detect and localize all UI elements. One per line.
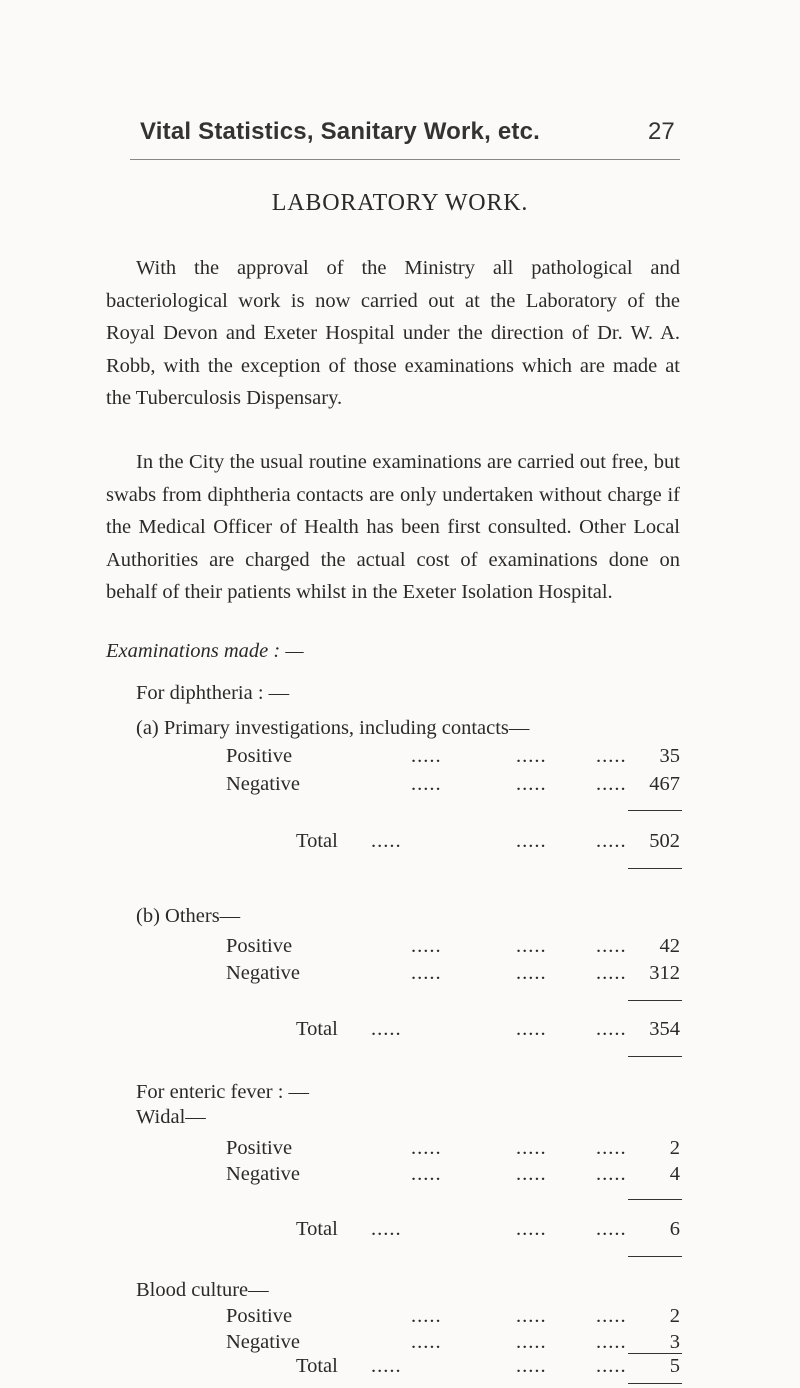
leader-dots: ..... [516, 1137, 547, 1159]
examinations-heading: Examinations made : — [106, 640, 304, 662]
leader-dots: ..... [516, 962, 547, 984]
leader-dots: ..... [596, 962, 627, 984]
leader-dots: ..... [516, 1018, 547, 1040]
others-total-label: Total [296, 1018, 338, 1040]
paragraph-2 [106, 446, 680, 609]
leader-dots: ..... [596, 1137, 627, 1159]
sum-rule [628, 1199, 682, 1200]
leader-dots: ..... [411, 773, 442, 795]
sum-rule [628, 1353, 682, 1354]
leader-dots: ..... [371, 830, 402, 852]
leader-dots: ..... [516, 1218, 547, 1240]
blood-culture-negative-value: 3 [669, 1331, 680, 1353]
others-positive-value: 42 [659, 935, 680, 957]
others-negative-value: 312 [649, 962, 680, 984]
leader-dots: ..... [596, 1163, 627, 1185]
total-rule [628, 1256, 682, 1257]
blood-culture-total-value: 5 [669, 1355, 680, 1377]
leader-dots: ..... [596, 830, 627, 852]
blood-culture-total-label: Total [296, 1355, 338, 1377]
others-total-value: 354 [649, 1018, 680, 1040]
widal-positive-label: Positive [226, 1137, 293, 1159]
leader-dots: ..... [371, 1018, 402, 1040]
leader-dots: ..... [516, 1305, 547, 1327]
leader-dots: ..... [516, 935, 547, 957]
leader-dots: ..... [516, 830, 547, 852]
blood-culture-positive-label: Positive [226, 1305, 293, 1327]
running-title: Vital Statistics, Sanitary Work, etc. [140, 118, 541, 145]
leader-dots: ..... [596, 1218, 627, 1240]
leader-dots: ..... [411, 962, 442, 984]
primary-negative-value: 467 [649, 773, 680, 795]
leader-dots: ..... [516, 1355, 547, 1377]
others-positive-label: Positive [226, 935, 293, 957]
widal-label: Widal— [136, 1106, 206, 1128]
blood-culture-negative-label: Negative [226, 1331, 300, 1353]
leader-dots: ..... [411, 1137, 442, 1159]
total-rule [628, 1056, 682, 1057]
paragraph-1-text: With the approval of the Ministry all pathological and bacteriological work is now carried out at the Laboratory of the Royal Devon and Exeter Hospital under the direction of Dr. W. A. Robb, with the exception of those examinations which are made at the Tuberculosis Dispensary. [106, 257, 680, 410]
widal-negative-label: Negative [226, 1163, 300, 1185]
leader-dots: ..... [371, 1355, 402, 1377]
others-negative-label: Negative [226, 962, 300, 984]
leader-dots: ..... [596, 745, 627, 767]
header-rule [130, 159, 680, 160]
section-title: LABORATORY WORK. [271, 190, 529, 216]
primary-investigations-label: (a) Primary investigations, including contacts— [136, 717, 530, 739]
sum-rule [628, 810, 682, 811]
primary-total-label: Total [296, 830, 338, 852]
leader-dots: ..... [516, 1331, 547, 1353]
leader-dots: ..... [596, 1305, 627, 1327]
page-header [0, 118, 800, 158]
sum-rule [628, 1000, 682, 1001]
leader-dots: ..... [516, 773, 547, 795]
widal-total-value: 6 [669, 1218, 680, 1240]
leader-dots: ..... [596, 773, 627, 795]
others-label: (b) Others— [136, 905, 241, 927]
primary-positive-value: 35 [659, 745, 680, 767]
total-rule [628, 868, 682, 869]
leader-dots: ..... [596, 1355, 627, 1377]
blood-culture-positive-value: 2 [669, 1305, 680, 1327]
widal-negative-value: 4 [669, 1163, 680, 1185]
widal-positive-value: 2 [669, 1137, 680, 1159]
blood-culture-label: Blood culture— [136, 1279, 269, 1301]
leader-dots: ..... [371, 1218, 402, 1240]
leader-dots: ..... [411, 935, 442, 957]
widal-total-label: Total [296, 1218, 338, 1240]
leader-dots: ..... [411, 1163, 442, 1185]
leader-dots: ..... [411, 1331, 442, 1353]
leader-dots: ..... [411, 745, 442, 767]
leader-dots: ..... [411, 1305, 442, 1327]
primary-total-value: 502 [649, 830, 680, 852]
leader-dots: ..... [596, 1018, 627, 1040]
leader-dots: ..... [516, 745, 547, 767]
leader-dots: ..... [596, 1331, 627, 1353]
page-number: 27 [648, 118, 675, 145]
enteric-heading: For enteric fever : — [136, 1081, 310, 1103]
paragraph-1 [106, 252, 680, 415]
diphtheria-heading: For diphtheria : — [136, 682, 290, 704]
paragraph-2-text: In the City the usual routine examinations are carried out free, but swabs from diphtheria contacts are only undertaken without charge if the Medical Officer of Health has been first consulted. Other Local Authorities are charged the actual cost of examinations done on behalf of their patients whilst in the Exeter Isolation Hospital. [106, 451, 680, 604]
leader-dots: ..... [596, 935, 627, 957]
primary-negative-label: Negative [226, 773, 300, 795]
leader-dots: ..... [516, 1163, 547, 1185]
primary-positive-label: Positive [226, 745, 293, 767]
total-rule [628, 1383, 682, 1384]
